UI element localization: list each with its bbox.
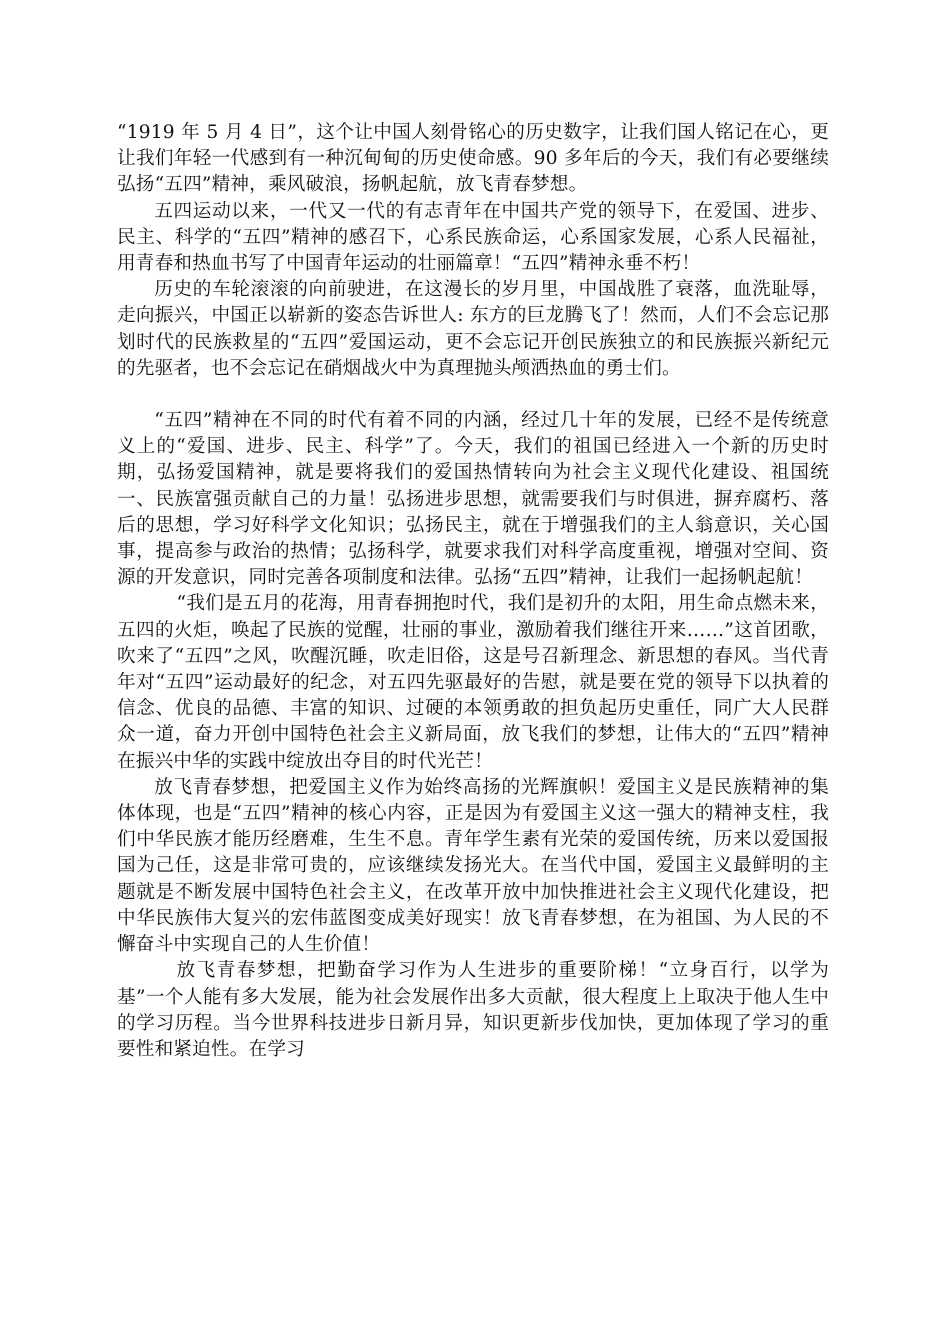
- paragraph-patriotism: 放飞青春梦想，把爱国主义作为始终高扬的光辉旗帜！爱国主义是民族精神的集体体现，也是“五四”精神的核心内容，正是因为有爱国主义这一强大的精神支柱，我们中华民族才能历经磨难，生生不息。青年学生素有光荣的爱国传统，历来以爱国报国为己任，这是非常可贵的，应该继续发扬光大。在当代中国，爱国主义最鲜明的主题就是不断发展中国特色社会主义，在改革开放中加快推进社会主义现代化建设，把中华民族伟大复兴的宏伟蓝图变成美好现实！放飞青春梦想，在为祖国、为人民的不懈奋斗中实现自己的人生价值！: [117, 776, 829, 956]
- paragraph-spirit-meaning: “五四”精神在不同的时代有着不同的内涵，经过几十年的发展，已经不是传统意义上的“爱国、进步、民主、科学”了。今天，我们的祖国已经进入一个新的历史时期，弘扬爱国精神，就是要将我们的爱国热情转向为社会主义现代化建设、祖国统一、民族富强贡献自己的力量！弘扬进步思想，就需要我们与时俱进，摒弃腐朽、落后的思想，学习好科学文化知识；弘扬民主，就在于增强我们的主人翁意识，关心国事，提高参与政治的热情；弘扬科学，就要求我们对科学高度重视，增强对空间、资源的开发意识，同时完善各项制度和法律。弘扬“五四”精神，让我们一起扬帆起航！: [117, 410, 829, 589]
- paragraph-intro: “1919 年 5 月 4 日”，这个让中国人刻骨铭心的历史数字，让我们国人铭记在心，更让我们年轻一代感到有一种沉甸甸的历史使命感。90 多年后的今天，我们有必要继续弘扬“五四”精神，乘风破浪，扬帆起航，放飞青春梦想。: [117, 122, 829, 196]
- document-body: [117, 120, 829, 1063]
- paragraph-gap: [117, 382, 829, 408]
- paragraph-league-song: “我们是五月的花海，用青春拥抱时代，我们是初升的太阳，用生命点燃未来，五四的火炬，唤起了民族的觉醒，壮丽的事业，激励着我们继往开来……”这首团歌，吹来了“五四”之风，吹醒沉睡，吹走旧俗，这是号召新理念、新思想的春风。当代青年对“五四”运动最好的纪念，对五四先驱最好的告慰，就是要在党的领导下以执着的信念、优良的品德、丰富的知识、过硬的本领勇敢的担负起历史重任，同广大人民群众一道，奋力开创中国特色社会主义新局面，放飞我们的梦想，让伟大的“五四”精神在振兴中华的实践中绽放出夺目的时代光芒！: [117, 593, 829, 772]
- paragraph-history-wheel: 历史的车轮滚滚的向前驶进，在这漫长的岁月里，中国战胜了衰落，血洗耻辱，走向振兴，中国正以崭新的姿态告诉世人: 东方的巨龙腾飞了！然而，人们不会忘记那划时代的民族救星的“五四”爱国运动，更不会忘记开创民族独立的和民族振兴新纪元的先驱者，也不会忘记在硝烟战火中为真理抛头颅洒热血的勇士们。: [117, 279, 829, 379]
- paragraph-may-fourth-movement: 五四运动以来，一代又一代的有志青年在中国共产党的领导下，在爱国、进步、民主、科学的“五四”精神的感召下，心系民族命运，心系国家发展，心系人民福祉，用青春和热血书写了中国青年运动的壮丽篇章！“五四”精神永垂不朽！: [117, 200, 829, 275]
- paragraph-diligent-study: 放飞青春梦想，把勤奋学习作为人生进步的重要阶梯！“立身百行，以学为基”一个人能有多大发展，能为社会发展作出多大贡献，很大程度上上取决于他人生中的学习历程。当今世界科技进步日新月异，知识更新步伐加快，更加体现了学习的重要性和紧迫性。在学习: [117, 960, 829, 1060]
